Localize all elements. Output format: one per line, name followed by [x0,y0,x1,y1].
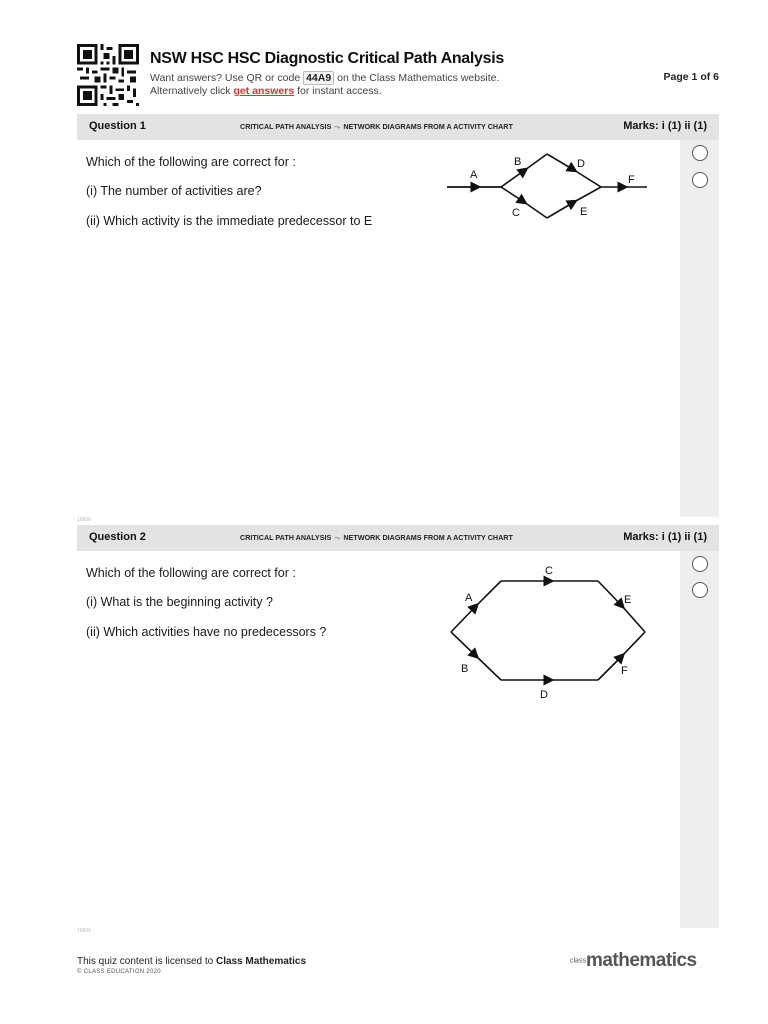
page-title: NSW HSC HSC Diagnostic Critical Path Analysis [150,50,504,67]
diagram-label-e: E [624,594,632,606]
question-1-header [77,114,719,140]
qr-code [76,44,140,106]
topic-separator-icon: ⤳ [334,122,341,131]
question-topic [240,122,513,132]
diagram-label-a: A [470,169,478,181]
topic-sub: NETWORK DIAGRAMS FROM A ACTIVITY CHART [343,122,513,131]
get-answers-link[interactable]: get answers [233,85,295,97]
licensee-name: Class Mathematics [215,956,307,967]
question-part-ii: (ii) Which activity is the immediate predecessor to E [86,214,373,228]
answers-hint [150,71,499,85]
diagram-label-d: D [540,689,548,700]
copyright: © CLASS EDUCATION 2020 [77,969,161,975]
topic-main: CRITICAL PATH ANALYSIS [240,122,332,131]
answer-code: 44A9 [303,71,334,85]
question-label: Question 1 [89,120,146,132]
question-marks: Marks: i (1) ii (1) [623,531,707,543]
question-topic [240,533,513,543]
question-ref: 16809 [77,928,91,934]
topic-main: CRITICAL PATH ANALYSIS [240,533,332,542]
diagram-label-b: B [461,663,469,675]
question-marks: Marks: i (1) ii (1) [623,120,707,132]
brand-name: mathematics [585,950,697,971]
diagram-label-f: F [621,665,628,677]
hint-text-before: Want answers? Use QR or code [150,72,301,84]
answer-radio-i[interactable] [692,145,708,161]
answer-column [680,551,719,928]
question-ref: 16808 [77,517,91,523]
topic-separator-icon: ⤳ [334,533,341,542]
brand-prefix: class [570,957,586,965]
answer-radio-i[interactable] [692,556,708,572]
question-part-i: (i) The number of activities are? [86,184,262,198]
diagram-label-d: D [577,158,585,170]
diagram-label-a: A [465,592,473,604]
diagram-label-c: C [545,565,553,577]
license-notice [77,956,306,967]
instant-text-after: for instant access. [297,85,382,97]
topic-sub: NETWORK DIAGRAMS FROM A ACTIVITY CHART [343,533,513,542]
answer-column [680,140,719,517]
diagram-label-e: E [580,206,588,218]
question-label: Question 2 [89,531,146,543]
license-text: This quiz content is licensed to [77,956,214,967]
page-number: Page 1 of 6 [663,71,719,83]
instant-text-before: Alternatively click [150,85,231,97]
answer-radio-ii[interactable] [692,172,708,188]
question-part-i: (i) What is the beginning activity ? [86,595,273,609]
question-text: Which of the following are correct for : [86,566,296,580]
diagram-label-f: F [628,174,635,186]
network-diagram [445,560,653,700]
brand-logo [570,950,697,976]
diagram-label-c: C [512,207,520,219]
question-2-header [77,525,719,551]
question-part-ii: (ii) Which activities have no predecessors ? [86,625,327,639]
network-diagram [445,148,653,224]
hint-text-after: on the Class Mathematics website. [337,72,500,84]
question-text: Which of the following are correct for : [86,155,296,169]
answer-radio-ii[interactable] [692,582,708,598]
instant-access-hint [150,85,382,97]
diagram-label-b: B [514,156,522,168]
